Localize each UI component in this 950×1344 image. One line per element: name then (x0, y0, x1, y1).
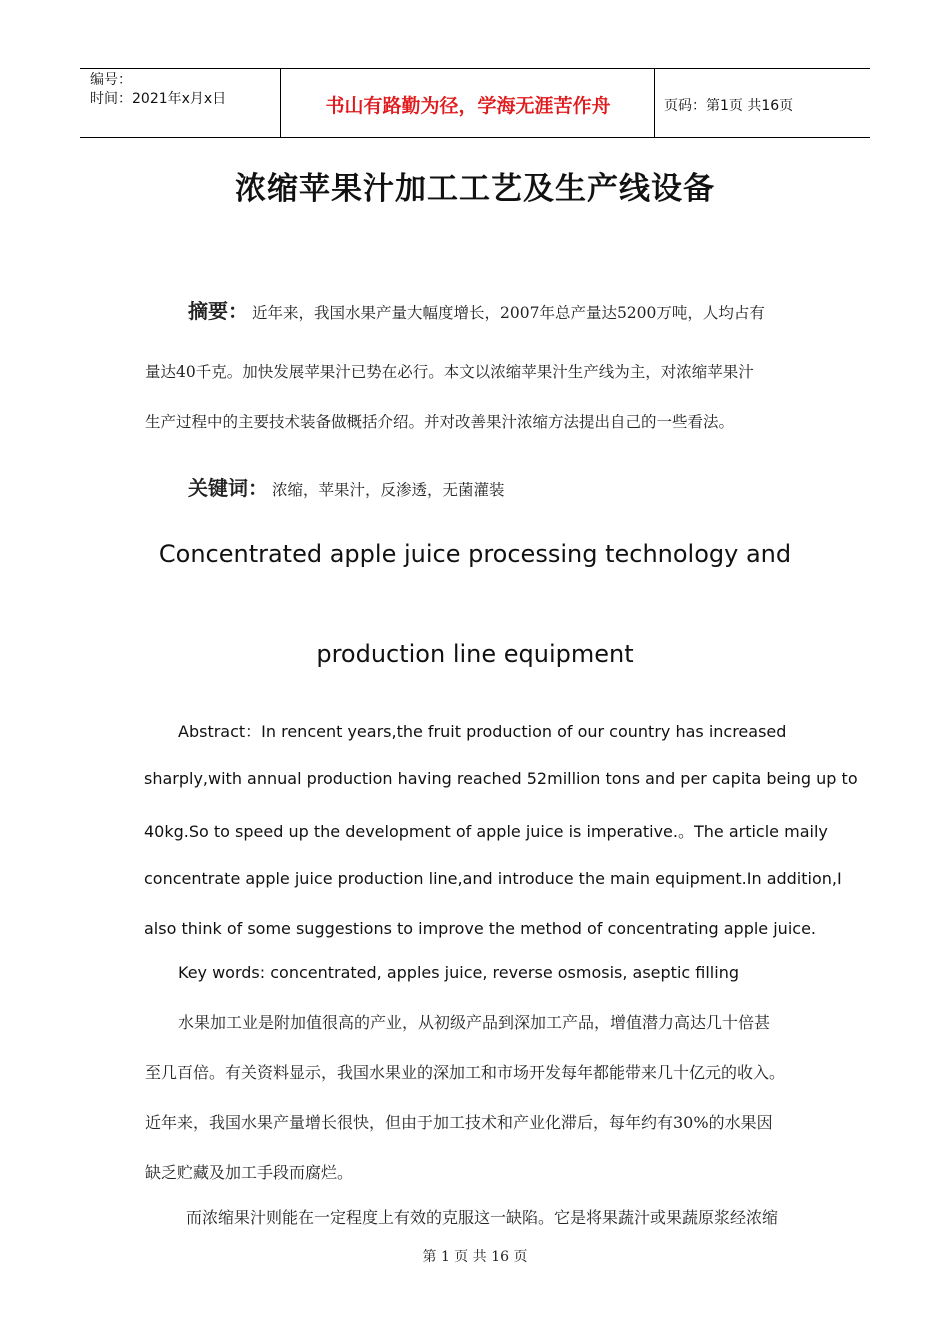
english-title-line: Concentrated apple juice processing technology and (158, 540, 792, 568)
keywords-text: 浓缩，苹果汁，反渗透，无菌灌装 (272, 481, 505, 499)
keywords-en-line: Key words: concentrated, apples juice, reverse osmosis, aseptic filling (178, 963, 739, 982)
page-title: 浓缩苹果汁加工工艺及生产线设备 (235, 171, 715, 207)
keywords-label: 关键词： (188, 476, 268, 500)
header-divider (280, 69, 281, 137)
abstract-en-line: concentrate apple juice production line,and introduce the main equipment.In addition,I (144, 869, 842, 888)
abstract-cn-line: 量达40千克。加快发展苹果汁已势在必行。本文以浓缩苹果汁生产线为主，对浓缩苹果汁 (145, 363, 754, 381)
time-line: 时间：2021年x月x日 (90, 91, 227, 107)
header-divider (654, 69, 655, 137)
header-page-info: 页码：第1页 共16页 (664, 98, 794, 114)
keywords-cn-line (188, 472, 505, 501)
abstract-cn-line: 生产过程中的主要技术装备做概括介绍。并对改善果汁浓缩方法提出自己的一些看法。 (145, 413, 735, 431)
abstract-en-line: sharply,with annual production having reached 52million tons and per capita being up to (144, 769, 858, 788)
abstract-text: 近年来，我国水果产量大幅度增长，2007年总产量达5200万吨，人均占有 (252, 304, 765, 322)
body-line: 至几百倍。有关资料显示，我国水果业的深加工和市场开发每年都能带来几十亿元的收入。 (145, 1063, 786, 1082)
header-meta (90, 71, 226, 109)
document-header (80, 68, 870, 138)
abstract-cn-line (188, 295, 765, 324)
abstract-label: 摘要： (188, 299, 248, 323)
body-line: 而浓缩果汁则能在一定程度上有效的克服这一缺陷。它是将果蔬汁或果蔬原浆经浓缩 (186, 1208, 779, 1227)
abstract-en-line: also think of some suggestions to improve the method of concentrating apple juice. (144, 919, 816, 938)
body-line: 缺乏贮藏及加工手段而腐烂。 (145, 1163, 354, 1182)
number-label: 编号： (90, 72, 132, 88)
body-line: 水果加工业是附加值很高的产业，从初级产品到深加工产品，增值潜力高达几十倍甚 (178, 1013, 771, 1032)
body-line: 近年来，我国水果产量增长很快，但由于加工技术和产业化滞后，每年约有30%的水果因 (145, 1113, 773, 1132)
english-title-line: production line equipment (316, 640, 634, 668)
header-motto: 书山有路勤为径，学海无涯苦作舟 (325, 95, 611, 117)
abstract-en-line: 40kg.So to speed up the development of apple juice is imperative.。The article maily (144, 822, 828, 841)
abstract-en-line: Abstract：In rencent years,the fruit production of our country has increased (178, 722, 787, 741)
page-footer: 第 1 页 共 16 页 (422, 1249, 528, 1265)
